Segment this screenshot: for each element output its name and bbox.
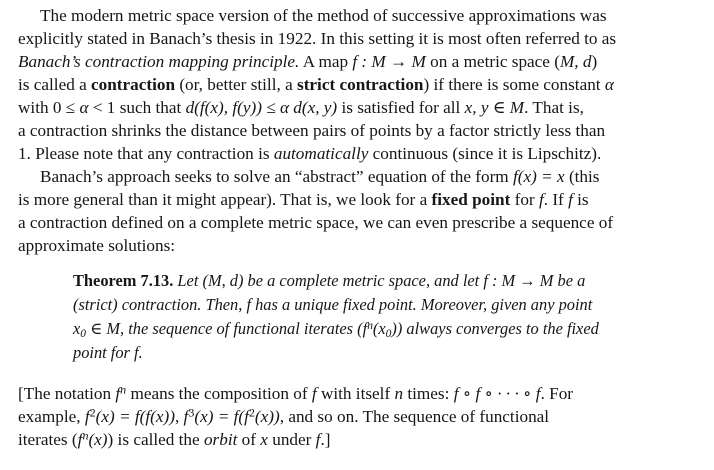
text-run: is satisfied for all bbox=[337, 98, 465, 117]
math-inline: (x bbox=[372, 319, 386, 338]
text-run: example, bbox=[18, 407, 85, 426]
text-run: on a metric space ( bbox=[425, 52, 560, 71]
text-run: approximate solutions: bbox=[18, 236, 176, 255]
theorem-text: has a unique fixed point. Moreover, given any point bbox=[251, 295, 593, 314]
text-run: is more general than it might appear). That is, we look for a bbox=[18, 190, 432, 209]
text-run: , bbox=[174, 407, 184, 426]
text-run: , and so on. The sequence of functional bbox=[279, 407, 550, 426]
math-superscript: n bbox=[367, 319, 373, 332]
paragraph-2-line-4 bbox=[18, 235, 175, 257]
theorem-text: point for bbox=[73, 343, 135, 362]
text-run: 1. Please note that any contraction is bbox=[18, 144, 274, 163]
text-run: (this bbox=[564, 167, 600, 186]
math-inline: f bbox=[246, 295, 252, 314]
emphasis-text: automatically bbox=[273, 144, 369, 163]
math-inline: f bbox=[568, 190, 573, 209]
paragraph-1-line-4 bbox=[18, 74, 614, 96]
math-inline: f : M → M bbox=[483, 271, 554, 290]
text-run: times: bbox=[403, 384, 454, 403]
text-run: . For bbox=[540, 384, 574, 403]
paragraph-2-line-3 bbox=[18, 212, 613, 234]
text-run: < 1 such that bbox=[88, 98, 186, 117]
bold-term: contraction bbox=[91, 75, 176, 94]
math-inline: α bbox=[604, 75, 614, 94]
math-inline: f bbox=[362, 319, 368, 338]
theorem-label: Theorem 7.13. bbox=[73, 271, 174, 290]
theorem-text: , the sequence of functional iterates ( bbox=[120, 319, 363, 338]
text-run: is bbox=[572, 190, 589, 209]
math-inline: f ∘ f ∘ · · · ∘ f bbox=[453, 384, 541, 403]
paragraph-1-line-6 bbox=[18, 120, 605, 142]
text-run: (or, better still, a bbox=[175, 75, 298, 94]
math-inline: ∈ M bbox=[86, 319, 120, 338]
math-inline: (x)) bbox=[254, 407, 280, 426]
math-inline: f bbox=[315, 430, 321, 449]
text-run: for bbox=[510, 190, 539, 209]
math-inline: (x) = f(f bbox=[194, 407, 249, 426]
text-run: . If bbox=[543, 190, 569, 209]
bold-term: strict contraction bbox=[297, 75, 424, 94]
math-inline: x bbox=[73, 319, 81, 338]
math-inline: x bbox=[260, 430, 268, 449]
math-inline: x, y ∈ M bbox=[464, 98, 525, 117]
text-run: ) is called the bbox=[107, 430, 204, 449]
text-run: with 0 ≤ bbox=[18, 98, 80, 117]
paragraph-1-line-5 bbox=[18, 97, 584, 119]
paragraph-1-line-7 bbox=[18, 143, 601, 165]
text-run: .] bbox=[320, 430, 331, 449]
text-run: means the composition of bbox=[126, 384, 312, 403]
emphasis-text: Banach’s contraction mapping principle. bbox=[18, 52, 300, 71]
math-superscript: n bbox=[82, 428, 89, 443]
math-inline: f(x) = x bbox=[512, 167, 565, 186]
paragraph-2-line-1 bbox=[40, 166, 600, 188]
theorem-line-3 bbox=[73, 318, 599, 340]
note-line-1 bbox=[18, 383, 573, 405]
theorem-line-1 bbox=[73, 270, 585, 292]
text-run: continuous (since it is Lipschitz). bbox=[368, 144, 602, 163]
text-run: a contraction shrinks the distance between pairs of points by a factor strictly less than bbox=[18, 121, 606, 140]
math-inline: α bbox=[79, 98, 89, 117]
math-inline: f bbox=[311, 384, 317, 403]
text-run: ) if there is some constant bbox=[423, 75, 605, 94]
math-inline: M, d bbox=[559, 52, 592, 71]
paragraph-2-line-2 bbox=[18, 189, 589, 211]
theorem-text: ) be a complete metric space, and let bbox=[237, 271, 484, 290]
theorem-text: . bbox=[138, 343, 143, 362]
text-run: ) bbox=[591, 52, 598, 71]
math-inline: f bbox=[77, 430, 83, 449]
note-line-2 bbox=[18, 406, 549, 428]
theorem-line-4 bbox=[73, 342, 143, 364]
text-run: iterates ( bbox=[18, 430, 78, 449]
math-superscript: 2 bbox=[89, 405, 96, 420]
math-inline: (x) = f(f(x)) bbox=[95, 407, 175, 426]
math-inline: f bbox=[183, 407, 189, 426]
text-run: A map bbox=[299, 52, 353, 71]
text-run: . That is, bbox=[524, 98, 584, 117]
emphasis-text: orbit bbox=[203, 430, 238, 449]
note-line-3 bbox=[18, 429, 330, 451]
text-run: Banach’s approach seeks to solve an “abstract” equation of the form bbox=[40, 167, 513, 186]
math-inline: M, d bbox=[207, 271, 238, 290]
math-superscript: 3 bbox=[188, 405, 195, 420]
theorem-text: Let ( bbox=[177, 271, 208, 290]
paragraph-1-line-3 bbox=[18, 51, 597, 73]
text-run: The modern metric space version of the method of successive approximations was bbox=[40, 6, 607, 25]
math-inline: f bbox=[115, 384, 121, 403]
math-inline: d(f(x), f(y)) ≤ α d(x, y) bbox=[185, 98, 338, 117]
paragraph-1-line-2 bbox=[18, 28, 616, 50]
text-run: with itself bbox=[316, 384, 395, 403]
text-run: is called a bbox=[18, 75, 92, 94]
paragraph-1-line-1 bbox=[40, 5, 607, 27]
math-subscript: 0 bbox=[385, 327, 392, 340]
math-inline: n bbox=[394, 384, 404, 403]
text-run: explicitly stated in Banach’s thesis in 1922. In this setting it is most often referred to as bbox=[18, 29, 617, 48]
bold-term: fixed point bbox=[431, 190, 511, 209]
math-inline: (x) bbox=[88, 430, 108, 449]
theorem-line-2 bbox=[73, 294, 592, 316]
text-run: a contraction defined on a complete metric space, we can even prescribe a sequence of bbox=[18, 213, 614, 232]
math-inline: f : M → M bbox=[352, 52, 426, 71]
text-run: under bbox=[267, 430, 316, 449]
math-inline: f bbox=[84, 407, 90, 426]
text-run: of bbox=[237, 430, 261, 449]
text-run: [The notation bbox=[18, 384, 116, 403]
theorem-text: (strict) contraction. Then, bbox=[73, 295, 247, 314]
theorem-text: be a bbox=[553, 271, 586, 290]
math-inline: f bbox=[538, 190, 544, 209]
math-superscript: 2 bbox=[248, 405, 255, 420]
math-superscript: n bbox=[120, 382, 127, 397]
math-inline: f bbox=[134, 343, 139, 362]
theorem-text: ) always converges to the fixed bbox=[396, 319, 599, 338]
math-inline: ) bbox=[391, 319, 397, 338]
math-subscript: 0 bbox=[80, 327, 87, 340]
